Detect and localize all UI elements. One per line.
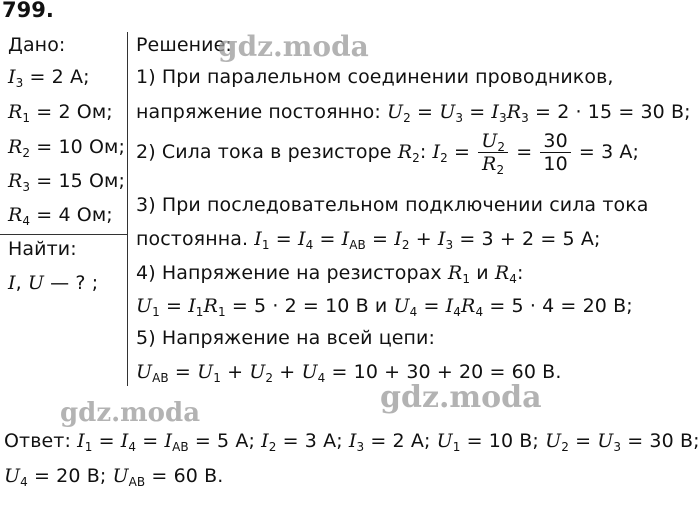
horizontal-divider (0, 234, 127, 235)
step-2: 2) Сила тока в резисторе $R_2$: $I_2$ = $\frac{U_2}{R_2}$ = $\frac{30}{10}$ = 3 А; (136, 130, 639, 177)
watermark-top: gdz.moda (218, 30, 369, 63)
step-1-line-2: напряжение постоянно: $U_2 = U_3 = I_3R_3 = 2 \cdot 15 = 30$ В; (136, 101, 691, 125)
find-quantities: I, U — ? ; (8, 272, 99, 294)
step-1-line-1: 1) При паралельном соединении проводников, (136, 66, 614, 88)
given-r2: $R_2 = 10$ Ом; (8, 136, 125, 160)
fraction-u2-r2: $\frac{U_2}{R_2}$ (478, 130, 508, 175)
problem-number: 799. (2, 0, 54, 22)
step-5-line-1: 5) Напряжение на всей цепи: (136, 327, 436, 349)
fraction-30-10: $\frac{30}{10}$ (540, 130, 570, 175)
watermark-left: gdz.moda (60, 398, 201, 428)
step-4-line-1: 4) Напряжение на резисторах $R_1$ и $R_4$: (136, 262, 524, 286)
given-r4: $R_4 = 4$ Ом; (8, 204, 113, 228)
answer-line-1: Ответ: $I_1 = I_4 = I_{AB} = 5$ А; $I_2 = 3$ А; $I_3 = 2$ А; $U_1 = 10$ В; $U_2 = U_3 = 30$ В; (4, 430, 700, 454)
given-r1: $R_1 = 2$ Ом; (8, 101, 113, 125)
given-r3: $R_3 = 15$ Ом; (8, 170, 125, 194)
solution-label: Решение: (136, 34, 232, 56)
find-label: Найти: (8, 238, 77, 260)
step-3-line-2: постоянна. $I_1 = I_4 = I_{AB} = I_2 + I_3 = 3 + 2 = 5$ А; (136, 228, 601, 252)
given-i3: $I_3 = 2$ А; (8, 66, 90, 90)
step-5-line-2: $U_{AB} = U_1 + U_2 + U_4 = 10 + 30 + 20 = 60$ В. (136, 361, 562, 385)
watermark-right: gdz.moda (380, 380, 542, 415)
step-4-line-2: $U_1 = I_1R_1 = 5 \cdot 2 = 10$ В и $U_4 = I_4R_4 = 5 \cdot 4 = 20$ В; (136, 295, 633, 319)
given-label: Дано: (8, 34, 66, 56)
step-3-line-1: 3) При последовательном подключении сила тока (136, 194, 649, 216)
answer-line-2: $U_4 = 20$ В; $U_{AB} = 60$ В. (4, 465, 224, 489)
vertical-divider (127, 32, 128, 386)
